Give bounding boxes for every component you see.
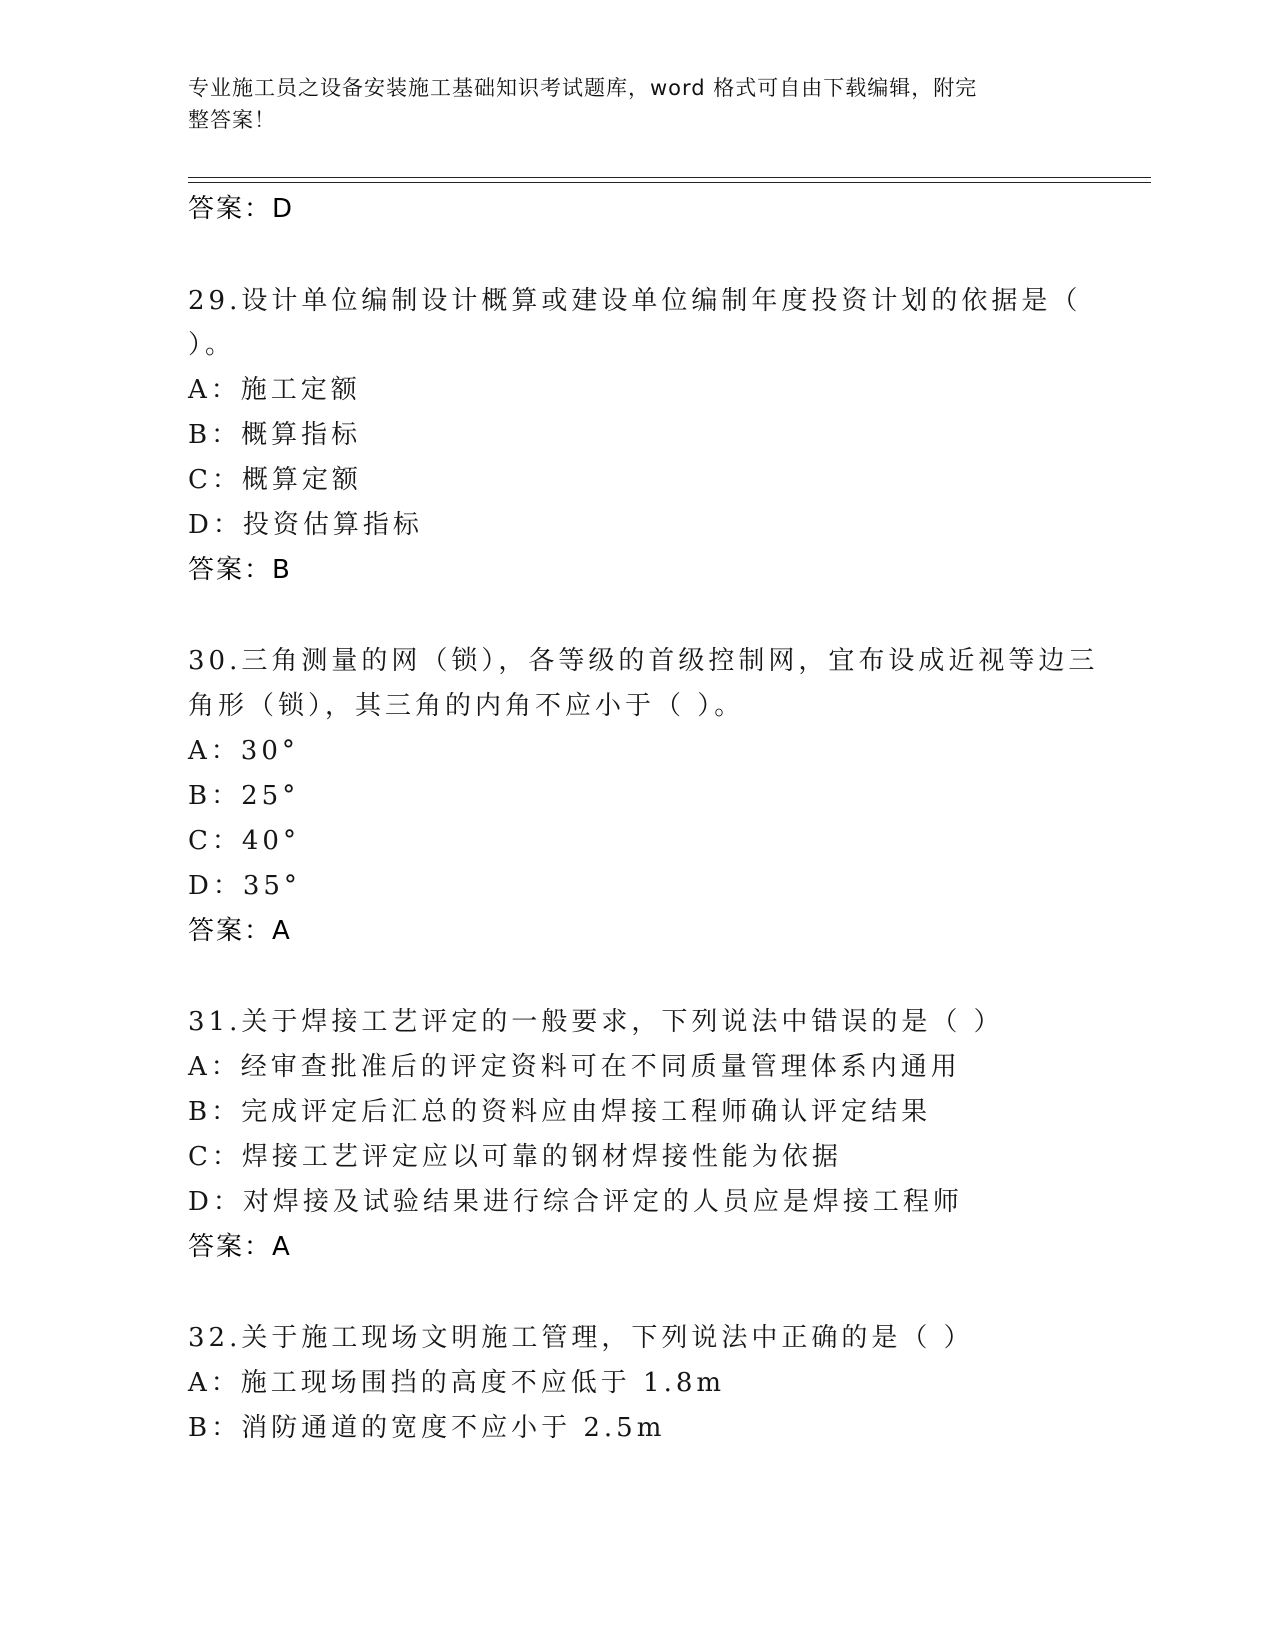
header-divider-bottom [188,182,1151,183]
question-29-option-a: A：施工定额 [188,375,361,405]
header-line-1: 专业施工员之设备安装施工基础知识考试题库，word 格式可自由下载编辑，附完 [188,76,978,100]
question-29-option-b: B：概算指标 [188,420,362,450]
question-30-stem-line-2: 角形（锁），其三角的内角不应小于（ ）。 [188,691,745,721]
question-31-option-b: B：完成评定后汇总的资料应由焊接工程师确认评定结果 [188,1097,932,1127]
question-30-option-a: A：30° [188,736,299,766]
question-30-stem-line-1: 30.三角测量的网（锁），各等级的首级控制网，宜布设成近视等边三 [188,646,1099,676]
question-31-option-d: D：对焊接及试验结果进行综合评定的人员应是焊接工程师 [188,1187,963,1217]
document-header [188,72,1078,136]
header-line-2: 整答案！ [188,108,276,132]
question-29-option-d: D：投资估算指标 [188,510,423,540]
question-31-option-a: A：经审查批准后的评定资料可在不同质量管理体系内通用 [188,1052,961,1082]
previous-answer: 答案：D [188,194,295,224]
question-29-stem-line-2: ）。 [188,330,236,360]
question-32-option-b: B：消防通道的宽度不应小于 2.5m [188,1413,666,1443]
question-31-answer: 答案：A [188,1232,292,1262]
question-32-option-a: A：施工现场围挡的高度不应低于 1.8m [188,1368,726,1398]
question-29-stem-line-1: 29.设计单位编制设计概算或建设单位编制年度投资计划的依据是（ [188,286,1082,316]
header-divider-top [188,177,1151,178]
question-31-stem-line-1: 31.关于焊接工艺评定的一般要求，下列说法中错误的是（ ） [188,1007,1004,1037]
question-29-answer: 答案：B [188,555,292,585]
question-30-answer: 答案：A [188,916,292,946]
question-31-option-c: C：焊接工艺评定应以可靠的钢材焊接性能为依据 [188,1142,842,1172]
question-30-option-b: B：25° [188,781,300,811]
question-30-option-c: C：40° [188,826,300,856]
question-32-stem-line-1: 32.关于施工现场文明施工管理，下列说法中正确的是（ ） [188,1323,974,1353]
question-29-option-c: C：概算定额 [188,465,362,495]
question-30-option-d: D：35° [188,871,301,901]
